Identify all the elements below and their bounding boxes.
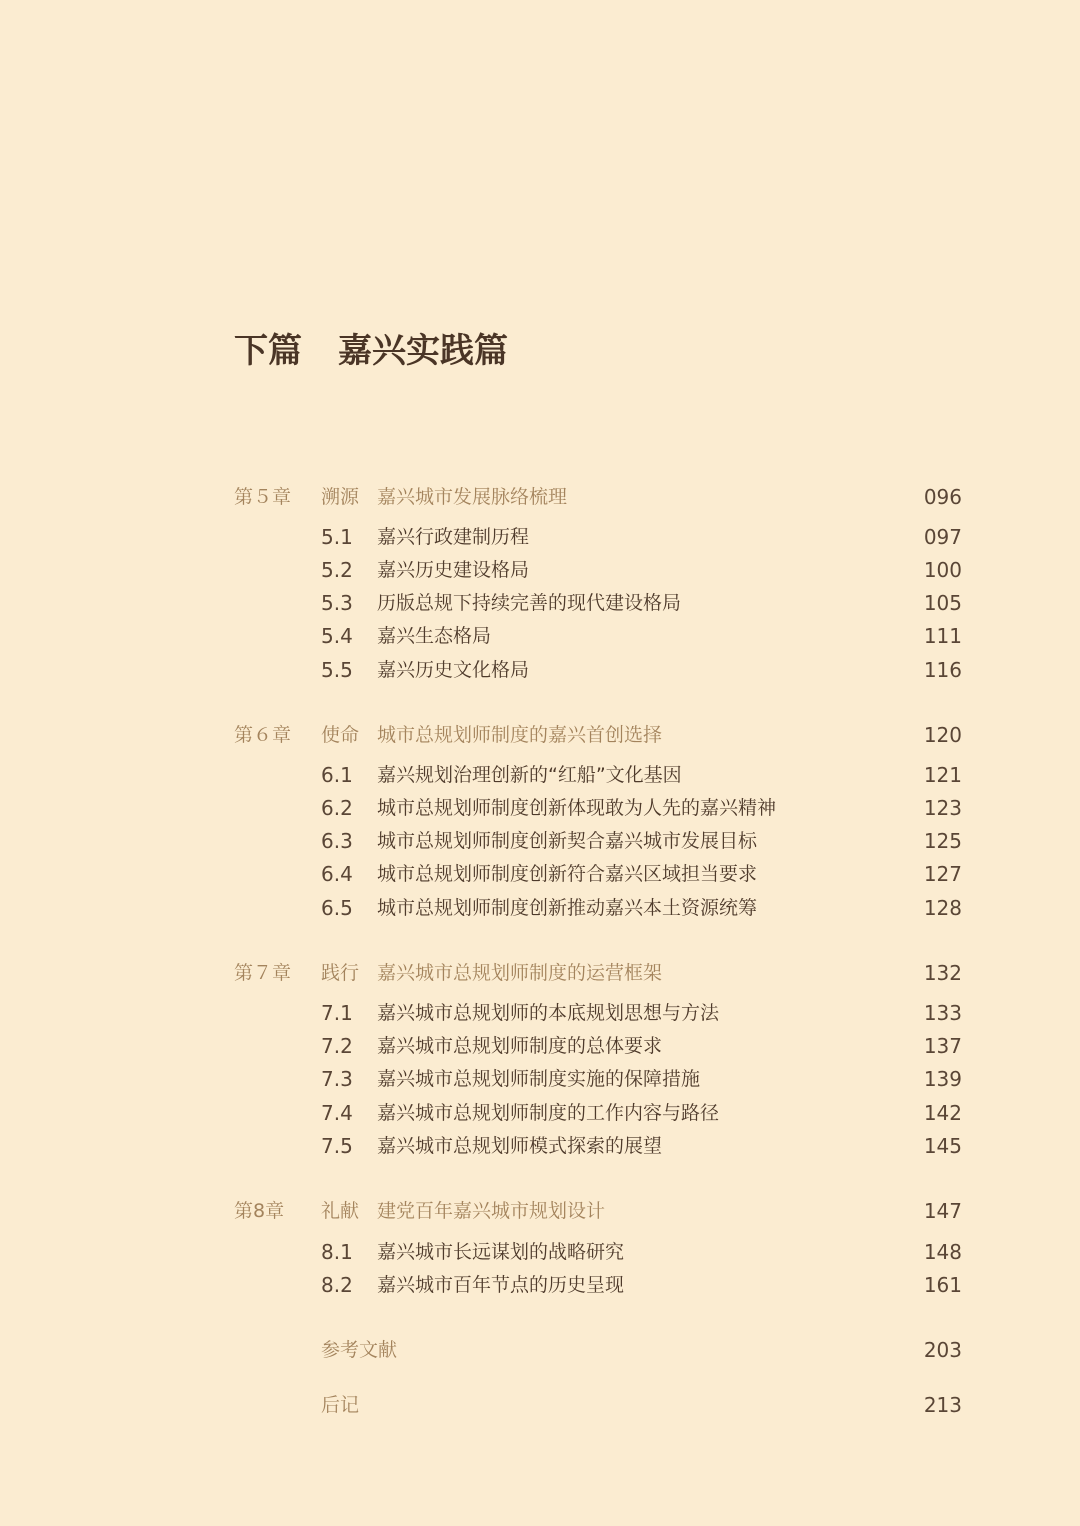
- section-page-number: 128: [923, 896, 962, 920]
- section-number: 5.1: [321, 525, 353, 549]
- section-number: 8.2: [321, 1273, 353, 1297]
- chapter-label: 第６章: [234, 724, 292, 746]
- section-title-link[interactable]: 嘉兴历史建设格局: [377, 559, 530, 581]
- section-number: 7.4: [321, 1101, 353, 1125]
- section-number: 6.5: [321, 896, 353, 920]
- chapter-title-link[interactable]: 城市总规划师制度的嘉兴首创选择: [377, 724, 663, 746]
- section-title-link[interactable]: 嘉兴城市总规划师的本底规划思想与方法: [377, 1002, 720, 1024]
- references-link[interactable]: 参考文献: [321, 1339, 398, 1361]
- section-page-number: 123: [923, 796, 962, 820]
- page-title: [234, 326, 508, 376]
- section-title-link[interactable]: 城市总规划师制度创新契合嘉兴城市发展目标: [377, 830, 758, 852]
- section-title-link[interactable]: 嘉兴城市总规划师制度的工作内容与路径: [377, 1102, 720, 1124]
- section-number: 7.2: [321, 1034, 353, 1058]
- chapter-keyword: 礼献: [321, 1200, 360, 1222]
- chapter-page-number: 096: [923, 485, 962, 509]
- section-title-link[interactable]: 城市总规划师制度创新体现敢为人先的嘉兴精神: [377, 797, 777, 819]
- section-title-link[interactable]: 嘉兴城市总规划师模式探索的展望: [377, 1135, 663, 1157]
- section-title-link[interactable]: 城市总规划师制度创新符合嘉兴区域担当要求: [377, 863, 758, 885]
- section-page-number: 121: [923, 763, 962, 787]
- chapter-keyword: 使命: [321, 724, 360, 746]
- section-title-link[interactable]: 嘉兴行政建制历程: [377, 526, 530, 548]
- chapter-label: 第8章: [234, 1200, 285, 1222]
- section-title-link[interactable]: 嘉兴城市总规划师制度的总体要求: [377, 1035, 663, 1057]
- section-number: 7.3: [321, 1067, 353, 1091]
- section-title-link[interactable]: 嘉兴城市长远谋划的战略研究: [377, 1241, 625, 1263]
- section-page-number: 100: [923, 558, 962, 582]
- references-page-number: 203: [923, 1338, 962, 1362]
- chapter-label: 第５章: [234, 486, 292, 508]
- chapter-title-link[interactable]: 建党百年嘉兴城市规划设计: [377, 1200, 606, 1222]
- section-page-number: 125: [923, 829, 962, 853]
- chapter-keyword: 践行: [321, 962, 360, 984]
- chapter-keyword: 溯源: [321, 486, 360, 508]
- section-title-link[interactable]: 历版总规下持续完善的现代建设格局: [377, 592, 682, 614]
- afterword-page-number: 213: [923, 1393, 962, 1417]
- section-page-number: 127: [923, 862, 962, 886]
- section-number: 6.4: [321, 862, 353, 886]
- afterword-link[interactable]: 后记: [321, 1394, 360, 1416]
- section-page-number: 116: [923, 658, 962, 682]
- section-number: 6.2: [321, 796, 353, 820]
- section-page-number: 111: [923, 624, 962, 648]
- section-number: 5.5: [321, 658, 353, 682]
- section-page-number: 105: [923, 591, 962, 615]
- section-title-link[interactable]: 嘉兴规划治理创新的“红船”文化基因: [377, 764, 682, 786]
- chapter-label: 第７章: [234, 962, 292, 984]
- chapter-page-number: 147: [923, 1199, 962, 1223]
- section-title-link[interactable]: 嘉兴城市总规划师制度实施的保障措施: [377, 1068, 701, 1090]
- section-number: 5.3: [321, 591, 353, 615]
- section-page-number: 148: [923, 1240, 962, 1264]
- section-title-link[interactable]: 嘉兴城市百年节点的历史呈现: [377, 1274, 625, 1296]
- section-number: 7.5: [321, 1134, 353, 1158]
- section-title-link[interactable]: 嘉兴生态格局: [377, 625, 492, 647]
- section-page-number: 137: [923, 1034, 962, 1058]
- part-name: 嘉兴实践篇: [338, 331, 508, 371]
- section-page-number: 139: [923, 1067, 962, 1091]
- part-label: 下篇: [234, 331, 302, 371]
- section-page-number: 145: [923, 1134, 962, 1158]
- chapter-page-number: 120: [923, 723, 962, 747]
- chapter-title-link[interactable]: 嘉兴城市总规划师制度的运营框架: [377, 962, 663, 984]
- section-title-link[interactable]: 嘉兴历史文化格局: [377, 659, 530, 681]
- section-number: 7.1: [321, 1001, 353, 1025]
- chapter-title-link[interactable]: 嘉兴城市发展脉络梳理: [377, 486, 568, 508]
- section-page-number: 161: [923, 1273, 962, 1297]
- section-page-number: 133: [923, 1001, 962, 1025]
- section-number: 5.4: [321, 624, 353, 648]
- section-number: 6.1: [321, 763, 353, 787]
- section-page-number: 142: [923, 1101, 962, 1125]
- section-number: 6.3: [321, 829, 353, 853]
- section-number: 8.1: [321, 1240, 353, 1264]
- chapter-page-number: 132: [923, 961, 962, 985]
- section-page-number: 097: [923, 525, 962, 549]
- section-title-link[interactable]: 城市总规划师制度创新推动嘉兴本土资源统筹: [377, 897, 758, 919]
- section-number: 5.2: [321, 558, 353, 582]
